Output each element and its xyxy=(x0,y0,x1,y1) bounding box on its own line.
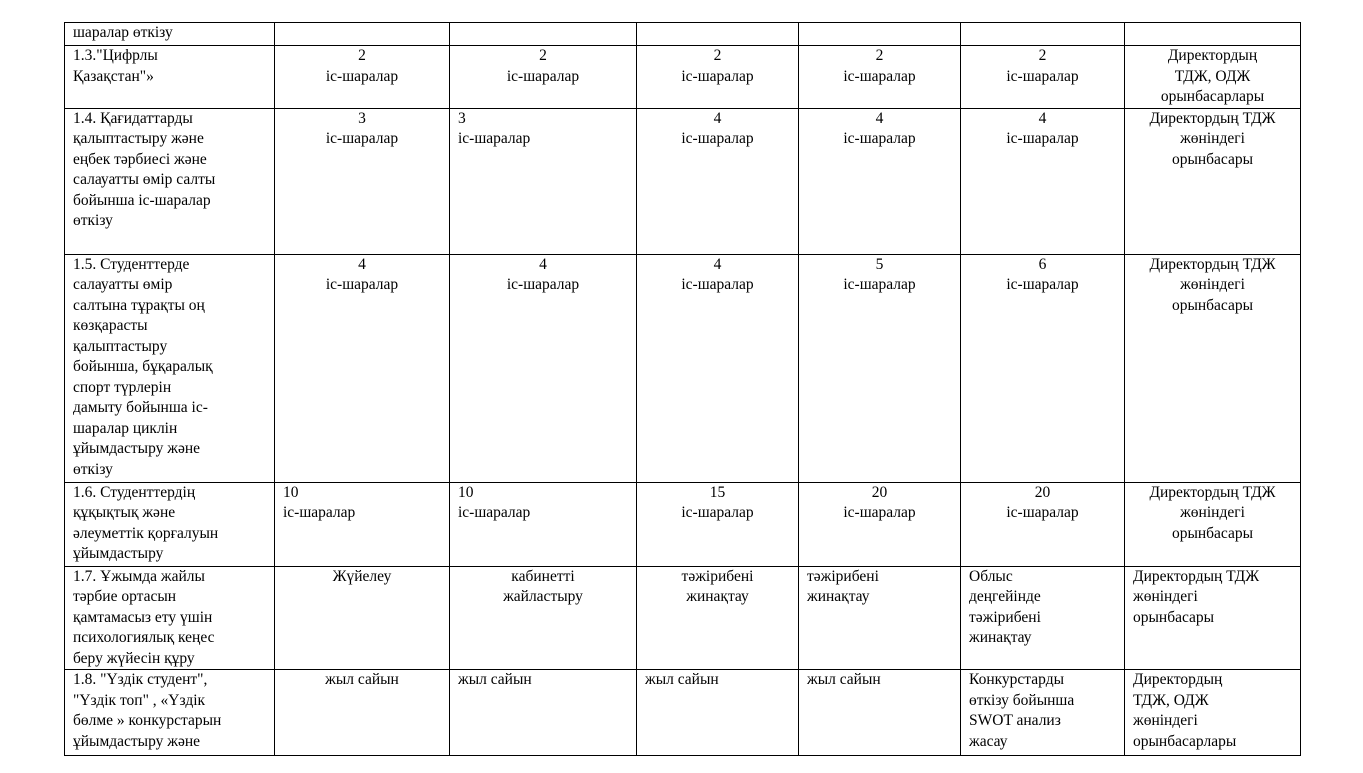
cell-text-line: 4 xyxy=(358,255,366,273)
cell-text-line: құқықтық және xyxy=(73,504,176,521)
cell-text-line: жасау xyxy=(969,732,1008,750)
cell-text-line: Директордың ТДЖ xyxy=(1149,483,1276,501)
responsible-cell xyxy=(1125,482,1301,566)
cell-text-line: тәжірибені xyxy=(681,567,754,585)
cell-text-line: орынбасары xyxy=(1133,608,1215,626)
cell-text-line: іс-шаралар xyxy=(843,130,916,147)
cell-text-line: қамтамасыз ету үшін xyxy=(73,608,213,626)
cell-text-line: 1.6. Студенттердің xyxy=(73,483,196,501)
cell-text-line: 1.7. Ұжымда жайлы xyxy=(73,567,205,585)
cell-text-line: 4 xyxy=(539,255,547,273)
cell-text-line: 10 xyxy=(283,483,299,501)
year-cell xyxy=(637,482,799,566)
cell-text-line: 20 xyxy=(871,483,888,501)
cell-text-line: жыл сайын xyxy=(458,671,532,688)
cell-text-line: 1.5. Студенттерде xyxy=(73,255,190,273)
cell-text-line: спорт түрлерін xyxy=(73,378,172,396)
cell-text-line: іс-шаралар xyxy=(458,504,531,521)
cell-text-line: "Үздік топ" , «Үздік xyxy=(73,691,206,709)
cell-text-line: 4 xyxy=(713,109,722,127)
year-cell xyxy=(450,46,637,109)
year-cell xyxy=(961,670,1125,756)
year-cell xyxy=(961,46,1125,109)
topic-cell xyxy=(65,670,275,756)
cell-text-line: салауатты өмір xyxy=(73,276,173,293)
responsible-cell xyxy=(1125,108,1301,254)
cell-text-line: жөніндегі xyxy=(1133,588,1198,605)
year-cell xyxy=(799,108,961,254)
year-cell xyxy=(275,23,450,46)
cell-text-line: 4 xyxy=(1038,109,1047,127)
topic-cell xyxy=(65,566,275,670)
table-row xyxy=(65,566,1301,670)
year-cell xyxy=(450,108,637,254)
cell-text-line: кабинетті xyxy=(511,567,575,585)
cell-text-line: іс-шаралар xyxy=(1006,67,1079,85)
cell-text-line: деңгейінде xyxy=(969,588,1041,605)
topic-cell xyxy=(65,482,275,566)
cell-text-line: бойынша іс-шаралар xyxy=(73,191,211,209)
year-cell xyxy=(450,482,637,566)
year-cell xyxy=(961,23,1125,46)
cell-text-line: Директордың xyxy=(1133,671,1223,688)
year-cell xyxy=(637,23,799,46)
year-cell xyxy=(961,482,1125,566)
responsible-cell xyxy=(1125,254,1301,482)
year-cell xyxy=(450,23,637,46)
cell-text-line: іс-шаралар xyxy=(843,276,916,293)
cell-text-line: іс-шаралар xyxy=(843,67,916,85)
cell-text-line: ұйымдастыру және xyxy=(73,732,201,750)
cell-text-line: дамыту бойынша іс- xyxy=(73,399,208,416)
cell-text-line: 2 xyxy=(539,47,547,64)
cell-text-line: көзқарасты xyxy=(73,317,148,334)
cell-text-line: өткізу xyxy=(73,460,113,478)
topic-cell xyxy=(65,23,275,46)
cell-text-line: бөлме » конкурстарын xyxy=(73,712,222,729)
cell-text-line: жөніндегі xyxy=(1133,712,1198,729)
cell-text-line: жөніндегі xyxy=(1180,130,1245,147)
cell-text-line: жинақтау xyxy=(969,629,1032,646)
year-cell xyxy=(799,254,961,482)
cell-text-line: орынбасарлары xyxy=(1133,732,1237,750)
responsible-cell xyxy=(1125,566,1301,670)
cell-text-line: іс-шаралар xyxy=(506,67,580,85)
cell-text-line: 1.8. "Үздік студент", xyxy=(73,671,208,688)
cell-text-line: іс-шаралар xyxy=(506,276,580,293)
year-cell xyxy=(637,670,799,756)
year-cell xyxy=(450,670,637,756)
cell-text-line: бойынша, бұқаралық xyxy=(73,358,213,375)
year-cell xyxy=(637,566,799,670)
year-cell xyxy=(450,254,637,482)
cell-text-line: ТДЖ, ОДЖ xyxy=(1174,67,1251,85)
year-cell xyxy=(637,108,799,254)
table-row xyxy=(65,46,1301,109)
cell-text-line: тәжірибені xyxy=(807,567,879,585)
cell-text-line: 2 xyxy=(1038,47,1047,64)
cell-text-line: SWOT анализ xyxy=(969,712,1061,729)
table-row xyxy=(65,23,1301,46)
cell-text-line: 2 xyxy=(713,47,722,64)
cell-text-line: жайластыру xyxy=(503,588,583,605)
cell-text-line: іс-шаралар xyxy=(843,504,916,521)
table-row xyxy=(65,670,1301,756)
cell-text-line: іс-шаралар xyxy=(1006,276,1079,293)
year-cell xyxy=(637,46,799,109)
cell-text-line: 4 xyxy=(875,109,884,127)
cell-text-line: 15 xyxy=(709,483,726,501)
cell-text-line: 4 xyxy=(713,255,722,273)
year-cell xyxy=(637,254,799,482)
cell-text-line: тәжірибені xyxy=(969,608,1041,626)
cell-text-line: орынбасары xyxy=(1171,524,1254,542)
cell-text-line: қалыптастыру және xyxy=(73,130,204,147)
cell-text-line: 1.4. Қағидаттарды xyxy=(73,109,193,127)
year-cell xyxy=(799,23,961,46)
cell-text-line: салауатты өмір салты xyxy=(73,171,216,188)
responsible-cell xyxy=(1125,670,1301,756)
cell-text-line: психологиялық кеңес xyxy=(73,629,215,646)
cell-text-line: ТДЖ, ОДЖ xyxy=(1133,691,1209,709)
cell-text-line: іс-шаралар xyxy=(458,130,531,147)
table-row xyxy=(65,482,1301,566)
year-cell xyxy=(275,566,450,670)
cell-text-line: 2 xyxy=(358,47,366,64)
cell-text-line: салтына тұрақты оң xyxy=(73,296,205,314)
table-row xyxy=(65,108,1301,254)
table-row xyxy=(65,254,1301,482)
cell-text-line: іс-шаралар xyxy=(681,130,754,147)
cell-text-line: Директордың ТДЖ xyxy=(1149,255,1276,273)
year-cell xyxy=(799,670,961,756)
cell-text-line: қалыптастыру xyxy=(73,337,168,355)
cell-text-line: өткізу xyxy=(73,212,113,229)
year-cell xyxy=(275,670,450,756)
cell-text-line: іс-шаралар xyxy=(325,130,399,147)
cell-text-line: еңбек тәрбиесі және xyxy=(73,150,207,168)
cell-text-line: 2 xyxy=(875,47,884,64)
cell-text-line: Директордың xyxy=(1167,47,1258,64)
cell-text-line: жөніндегі xyxy=(1180,276,1245,293)
cell-text-line: іс-шаралар xyxy=(325,276,399,293)
year-cell xyxy=(961,108,1125,254)
cell-text-line: орынбасары xyxy=(1171,150,1254,168)
cell-text-line: 20 xyxy=(1034,483,1051,501)
year-cell xyxy=(799,482,961,566)
cell-text-line: жыл сайын xyxy=(325,671,399,688)
plan-table xyxy=(64,22,1301,756)
cell-text-line: 3 xyxy=(458,109,466,127)
cell-text-line: Конкурстарды xyxy=(969,671,1064,688)
cell-text-line: жыл сайын xyxy=(645,671,719,688)
cell-text-line: жөніндегі xyxy=(1180,504,1245,521)
cell-text-line: орынбасары xyxy=(1171,296,1254,314)
cell-text-line: Жүйелеу xyxy=(332,567,392,585)
year-cell xyxy=(799,566,961,670)
year-cell xyxy=(450,566,637,670)
cell-text-line: ұйымдастыру және xyxy=(73,440,201,457)
cell-text-line: Қазақстан"» xyxy=(73,67,154,85)
cell-text-line: іс-шаралар xyxy=(283,504,356,521)
cell-text-line: өткізу бойынша xyxy=(969,691,1075,709)
year-cell xyxy=(275,108,450,254)
year-cell xyxy=(275,254,450,482)
year-cell xyxy=(275,46,450,109)
cell-text-line: іс-шаралар xyxy=(1006,504,1079,521)
cell-text-line: 6 xyxy=(1038,255,1047,273)
cell-text-line: Облыс xyxy=(969,567,1013,585)
responsible-cell xyxy=(1125,46,1301,109)
cell-text-line: жыл сайын xyxy=(807,671,881,688)
cell-text-line: орынбасарлары xyxy=(1160,88,1265,105)
cell-text-line: іс-шаралар xyxy=(681,504,754,521)
year-cell xyxy=(961,566,1125,670)
cell-text-line: жинақтау xyxy=(807,588,870,605)
cell-text-line: 1.3."Цифрлы xyxy=(73,47,158,64)
year-cell xyxy=(961,254,1125,482)
cell-text-line: іс-шаралар xyxy=(1006,130,1079,147)
topic-cell xyxy=(65,46,275,109)
cell-text-line: 3 xyxy=(358,109,366,127)
cell-text-line: іс-шаралар xyxy=(681,67,754,85)
cell-text-line: беру жүйесін құру xyxy=(73,649,195,667)
cell-text-line: тәрбие ортасын xyxy=(73,588,177,605)
cell-text-line: жинақтау xyxy=(686,588,749,605)
cell-text-line: іс-шаралар xyxy=(325,67,399,85)
cell-text-line: шаралар циклін xyxy=(73,419,178,437)
topic-cell xyxy=(65,108,275,254)
cell-text-line: Директордың ТДЖ xyxy=(1133,567,1260,585)
cell-text-line: 10 xyxy=(458,483,474,501)
topic-cell xyxy=(65,254,275,482)
year-cell xyxy=(799,46,961,109)
cell-text-line: шаралар өткізу xyxy=(73,24,173,41)
cell-text-line: 5 xyxy=(875,255,884,273)
cell-text-line: Директордың ТДЖ xyxy=(1149,109,1276,127)
cell-text-line: іс-шаралар xyxy=(681,276,754,293)
cell-text-line: әлеуметтік қорғалуын xyxy=(73,524,219,542)
cell-text-line: ұйымдастыру xyxy=(73,545,164,562)
year-cell xyxy=(275,482,450,566)
responsible-cell xyxy=(1125,23,1301,46)
